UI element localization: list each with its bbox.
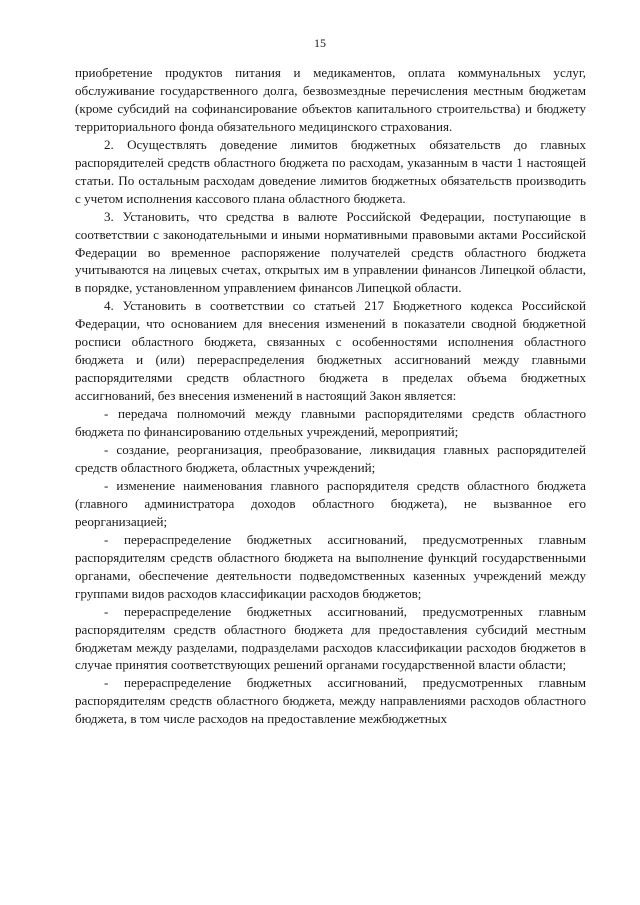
list-item-reorganization: - создание, реорганизация, преобразование, ликвидация главных распорядителей средств областного бюджета, областных учреждений; bbox=[75, 442, 586, 475]
list-item-redistribution-functions: - перераспределение бюджетных ассигнований, предусмотренных главным распорядителям средств областного бюджета на выполнение функций государственными органами, обеспечение деятельности подведомственных казенных учреждений между группами видов расходов классификации расходов бюджетов; bbox=[75, 531, 586, 601]
paragraph-4: 4. Установить в соответствии со статьей 217 Бюджетного кодекса Российской Федерации, что основанием для внесения изменений в показатели сводной бюджетной росписи областного бюджета, связанных с особенностями исполнения областного бюджета и (или) перераспределения бюджетных ассигнований между главными распорядителями средств областного бюджета в пределах объема бюджетных ассигнований, без внесения изменений в настоящий Закон является: bbox=[75, 298, 586, 404]
list-item-redistribution-directions: - перераспределение бюджетных ассигнований, предусмотренных главным распорядителям средств областного бюджета, между направлениями расходов областного бюджета, в том числе расходов на предоставление межбюджетных bbox=[75, 675, 586, 727]
document-body bbox=[75, 64, 586, 728]
list-item-rename: - изменение наименования главного распорядителя средств областного бюджета (главного администратора доходов областного бюджета), не вызванное его реорганизацией; bbox=[75, 477, 586, 529]
paragraph-3: 3. Установить, что средства в валюте Российской Федерации, поступающие в соответствии с законодательными и иными нормативными правовыми актами Российской Федерации во временное распоряжение получателей средств областного бюджета учитываются на лицевых счетах, открытых им в управлении финансов Липецкой области, в порядке, установленном управлением финансов Липецкой области. bbox=[75, 208, 586, 296]
paragraph-continuation: приобретение продуктов питания и медикаментов, оплата коммунальных услуг, обслуживание государственного долга, безвозмездные перечисления местным бюджетам (кроме субсидий на софинансирование объектов капитального строительства) и бюджету территориального фонда обязательного медицинского страхования. bbox=[75, 65, 586, 134]
list-item-redistribution-subsidies: - перераспределение бюджетных ассигнований, предусмотренных главным распорядителям средств областного бюджета для предоставления субсидий местным бюджетам между разделами, подразделами расходов классификации расходов бюджетов в случае принятия соответствующих решений органами государственной власти области; bbox=[75, 603, 586, 673]
list-item-transfer-powers: - передача полномочий между главными распорядителями средств областного бюджета по финансированию отдельных учреждений, мероприятий; bbox=[75, 406, 586, 440]
paragraph-2: 2. Осуществлять доведение лимитов бюджетных обязательств до главных распорядителей средств областного бюджета по расходам, указанным в части 1 настоящей статьи. По остальным расходам доведение лимитов бюджетных обязательств производить с учетом исполнения кассового плана областного бюджета. bbox=[75, 136, 586, 206]
page-number: 15 bbox=[314, 36, 326, 50]
